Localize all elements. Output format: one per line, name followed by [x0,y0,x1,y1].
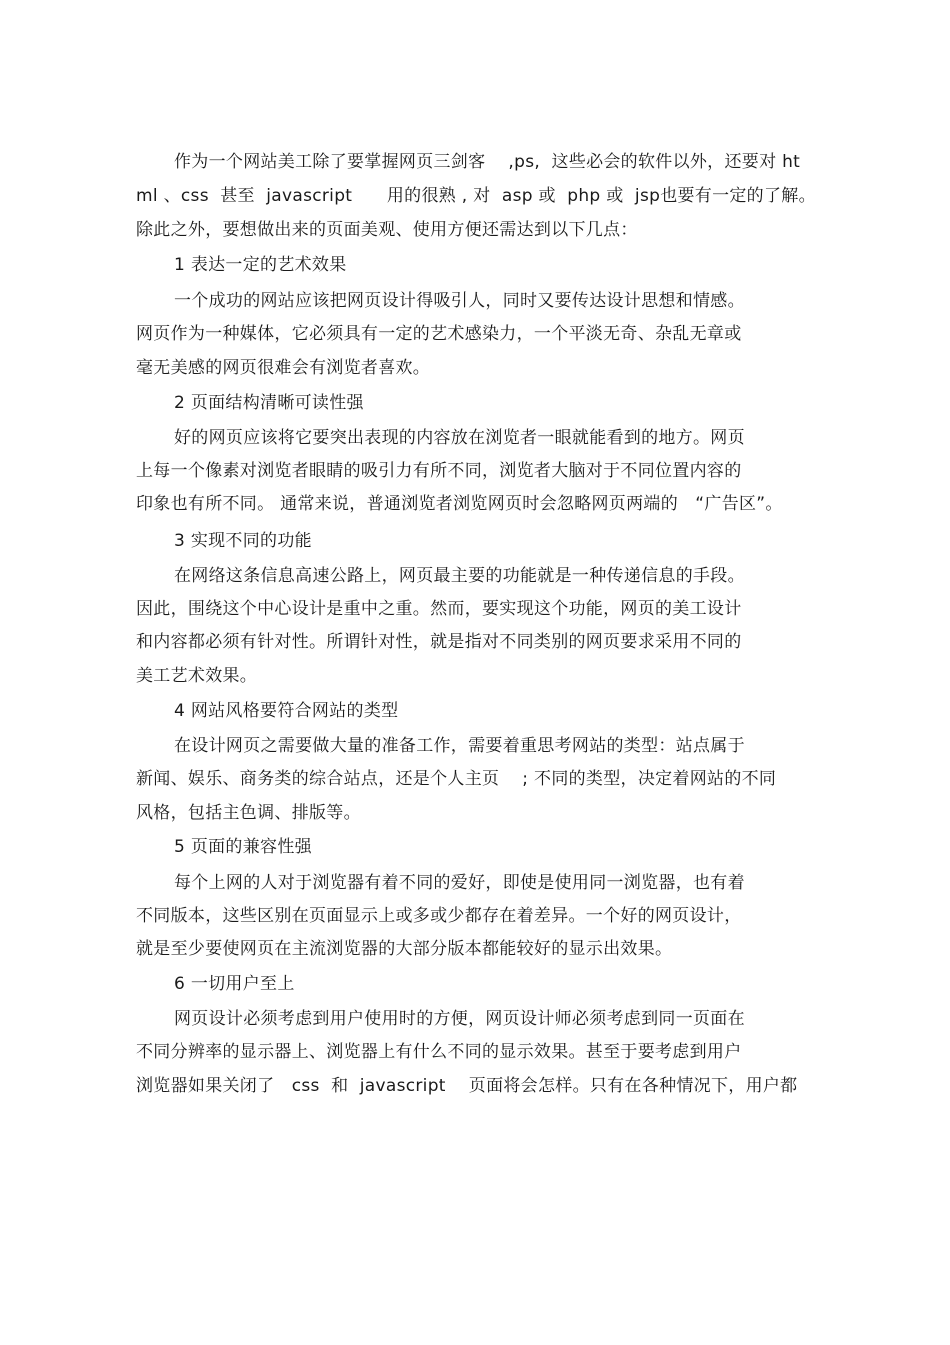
section-heading: 3 实现不同的功能 [174,531,312,551]
paragraph-line: 网页作为一种媒体，它必须具有一定的艺术感染力，一个平淡无奇、杂乱无章或 [136,324,742,344]
section-heading: 5 页面的兼容性强 [174,837,312,857]
paragraph-line: 好的网页应该将它要突出表现的内容放在浏览者一眼就能看到的地方。网页 [174,428,745,448]
paragraph-line: 新闻、娱乐、商务类的综合站点，还是个人主页 ; 不同的类型，决定着网站的不同 [136,769,777,789]
paragraph-line: 因此，围绕这个中心设计是重中之重。然而，要实现这个功能，网页的美工设计 [136,599,742,619]
paragraph-line: 风格，包括主色调、排版等。 [136,803,361,823]
paragraph-line: 印象也有所不同。 通常来说，普通浏览者浏览网页时会忽略网页两端的 “广告区”。 [136,494,783,514]
paragraph-line: ml 、css 甚至 javascript 用的很熟 , 对 asp 或 php 或 jsp也要有一定的了解。 [136,186,816,206]
section-heading: 2 页面结构清晰可读性强 [174,393,364,413]
paragraph-line: 美工艺术效果。 [136,666,258,686]
section-heading: 4 网站风格要符合网站的类型 [174,701,399,721]
paragraph-line: 在设计网页之需要做大量的准备工作，需要着重思考网站的类型：站点属于 [174,736,745,756]
paragraph-line: 和内容都必须有针对性。所谓针对性，就是指对不同类别的网页要求采用不同的 [136,632,742,652]
paragraph-line: 在网络这条信息高速公路上，网页最主要的功能就是一种传递信息的手段。 [174,566,745,586]
paragraph-line: 浏览器如果关闭了 css 和 javascript 页面将会怎样。只有在各种情况下，用户都 [136,1076,798,1096]
paragraph-line: 网页设计必须考虑到用户使用时的方便，网页设计师必须考虑到同一页面在 [174,1009,745,1029]
paragraph-line: 每个上网的人对于浏览器有着不同的爱好，即使是使用同一浏览器，也有着 [174,873,745,893]
paragraph-line: 作为一个网站美工除了要掌握网页三剑客 ,ps, 这些必会的软件以外，还要对 ht [174,152,801,172]
section-heading: 1 表达一定的艺术效果 [174,255,347,275]
paragraph-line: 一个成功的网站应该把网页设计得吸引人，同时又要传达设计思想和情感。 [174,291,745,311]
paragraph-line: 不同分辨率的显示器上、浏览器上有什么不同的显示效果。甚至于要考虑到用户 [136,1042,742,1062]
section-heading: 6 一切用户至上 [174,974,295,994]
paragraph-line: 毫无美感的网页很难会有浏览者喜欢。 [136,358,431,378]
paragraph-line: 就是至少要使网页在主流浏览器的大部分版本都能较好的显示出效果。 [136,939,673,959]
paragraph-line: 除此之外，要想做出来的页面美观、使用方便还需达到以下几点： [136,220,638,240]
paragraph-line: 不同版本，这些区别在页面显示上或多或少都存在着差异。一个好的网页设计， [136,906,742,926]
paragraph-line: 上每一个像素对浏览者眼睛的吸引力有所不同，浏览者大脑对于不同位置内容的 [136,461,742,481]
